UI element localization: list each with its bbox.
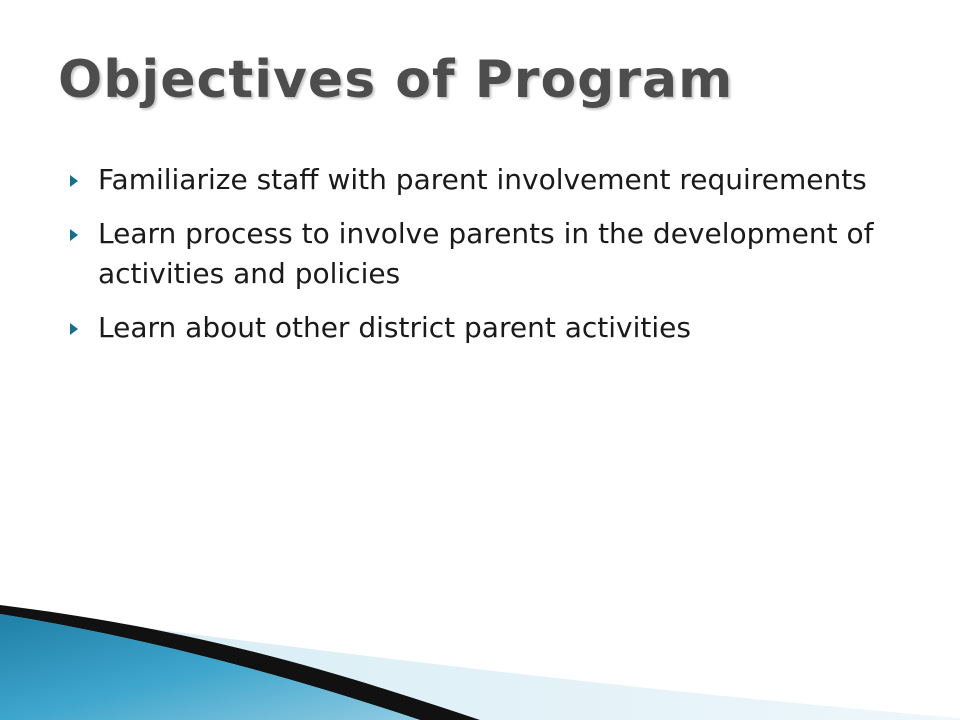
bullet-text: Familiarize staff with parent involvement requirements: [98, 163, 867, 196]
bullet-arrow-icon: [70, 229, 78, 241]
bullet-arrow-icon: [70, 323, 78, 335]
bullet-list: [70, 160, 890, 362]
bullet-arrow-icon: [70, 175, 78, 187]
decorative-swoosh: [0, 600, 960, 720]
bullet-text: Learn process to involve parents in the development of activities and policies: [98, 217, 874, 290]
bullet-item: [70, 160, 890, 200]
slide-title: Objectives of Program: [58, 50, 734, 110]
bullet-text: Learn about other district parent activities: [98, 311, 691, 344]
bullet-item: [70, 308, 890, 348]
bullet-item: [70, 214, 890, 294]
